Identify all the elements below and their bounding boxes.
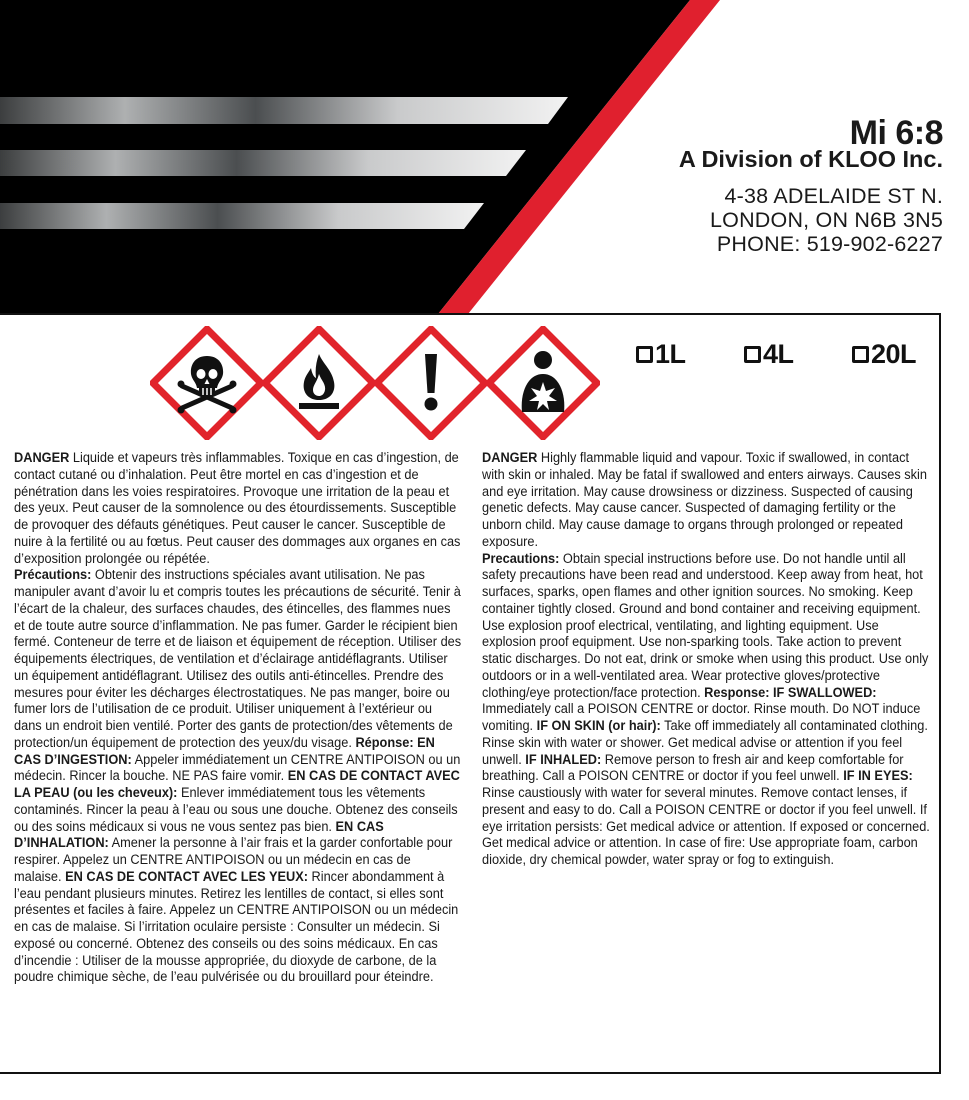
flame-icon bbox=[262, 326, 376, 440]
banner-metal-bar-1 bbox=[0, 97, 568, 124]
exclamation-icon bbox=[374, 326, 488, 440]
size-label-1l: 1L bbox=[655, 339, 686, 369]
fr-precautions-text: Obtenir des instructions spéciales avant utilisation. Ne pas manipuler avant d’avoir lu et compris toutes les précautions de sécurité. Tenir à l’écart de la chaleur, des surfaces chaudes, des étincelles, des flammes nues et de toute autre source d’inflammation. Ne pas fumer. Garder le récipient bien fermé. Conteneur de terre et de liaison et équipement de réception. Utiliser des équipements électriques, de ventilation et d’éclairage antidéflagrants. Utiliser un équipement antidéflagrant. Utilisez des outils anti-étincelles. Prendre des mesures pour éviter les décharges électrostatiques. Ne pas manger, boire ou fumer lors de l’utilisation de ce produit. Utiliser uniquement à l’extérieur ou dans un endroit bien ventilé. Porter des gants de protection/des vêtements de protection/un équipement de protection des yeux/du visage. bbox=[14, 567, 462, 751]
company-name: Mi 6:8 bbox=[849, 114, 943, 152]
english-hazard-text bbox=[482, 450, 932, 869]
checkbox-20l[interactable] bbox=[852, 346, 869, 363]
checkbox-4l[interactable] bbox=[744, 346, 761, 363]
company-division: A Division of KLOO Inc. bbox=[678, 146, 943, 172]
fr-danger-statement bbox=[14, 450, 461, 567]
banner-metal-bar-2 bbox=[0, 150, 526, 176]
size-label-20l: 20L bbox=[870, 339, 916, 369]
en-response-swallowed-heading: Response: IF SWALLOWED: bbox=[704, 684, 877, 701]
en-danger-heading: DANGER bbox=[482, 450, 538, 466]
en-precautions bbox=[482, 551, 932, 869]
phone-number: PHONE: 519-902-6227 bbox=[716, 232, 943, 256]
size-option-1l[interactable] bbox=[636, 339, 686, 370]
skull-crossbones-icon bbox=[150, 326, 264, 440]
en-inhaled-text: Remove person to fresh air and keep comfortable for breathing. Call a POISON CENTRE or doctor if you feel unwell. bbox=[482, 751, 904, 785]
fr-inhalation-text: Amener la personne à l’air frais et la garder confortable pour respirer. Appelez un CENTRE ANTIPOISON ou un médecin en cas de malaise. bbox=[14, 835, 453, 885]
fr-response-ingestion-heading: Réponse: EN CAS D’INGESTION: bbox=[14, 734, 435, 768]
fr-response-ingestion-text: Appeler immédiatement un CENTRE ANTIPOISON ou un médecin. Rincer la bouche. NE PAS faire vomir. bbox=[14, 751, 461, 785]
address-line-1: 4-38 ADELAIDE ST N. bbox=[724, 184, 943, 208]
fr-precautions-heading: Précautions: bbox=[14, 567, 92, 584]
en-precautions-heading: Precautions: bbox=[482, 550, 560, 567]
fr-eyes-text: Rincer abondamment à l’eau pendant plusieurs minutes. Retirez les lentilles de contact, si elles sont présentes et faciles à faire. Appelez un CENTRE ANTIPOISON ou un médecin en cas de malaise. Si l’irritation oculaire persiste : Consulter un médecin. Si exposé ou concerné. Obtenez des conseils ou des soins médicaux. En cas d’incendie : Utiliser de la mousse appropriée, du dioxyde de carbone, de la poudre chimique sèche, de l’eau pulvérisée ou du brouillard pour éteindre. bbox=[14, 868, 459, 986]
fr-inhalation-heading: EN CAS D’INHALATION: bbox=[14, 818, 384, 852]
health-hazard-icon bbox=[486, 326, 600, 440]
address-line-2: LONDON, ON N6B 3N5 bbox=[710, 208, 943, 232]
fr-precautions bbox=[14, 567, 461, 986]
en-eyes-heading: IF IN EYES: bbox=[843, 768, 913, 785]
container-size-options bbox=[636, 339, 916, 370]
en-response-swallowed-text: Immediately call a POISON CENTRE or doctor. Rinse mouth. Do NOT induce vomiting. bbox=[482, 701, 921, 734]
size-option-4l[interactable] bbox=[744, 339, 794, 370]
checkbox-1l[interactable] bbox=[636, 346, 653, 363]
fr-eyes-heading: EN CAS DE CONTACT AVEC LES YEUX: bbox=[65, 868, 308, 885]
french-hazard-text bbox=[14, 450, 461, 986]
fr-skin-text: Enlever immédiatement tous les vêtements contaminés. Rincer la peau à l’eau ou sous une douche. Obtenez des conseils ou des soins médicaux si vous ne vous sentez pas bien. bbox=[14, 785, 458, 835]
size-option-20l[interactable] bbox=[852, 339, 916, 370]
size-label-4l: 4L bbox=[762, 339, 794, 369]
banner-metal-bar-3 bbox=[0, 203, 484, 229]
en-skin-text: Take off immediately all contaminated clothing. Rinse skin with water or shower. Get medical advise or attention if you feel unwell. bbox=[482, 718, 928, 768]
fr-skin-heading: EN CAS DE CONTACT AVEC LA PEAU (ou les cheveux): bbox=[14, 768, 460, 801]
en-skin-heading: IF ON SKIN (or hair): bbox=[536, 718, 661, 734]
en-danger-statement bbox=[482, 450, 932, 551]
fr-danger-heading: DANGER bbox=[14, 450, 70, 466]
en-precautions-text: Obtain special instructions before use. Do not handle until all safety precautions have been read and understood. Keep away from heat, hot surfaces, sparks, open flames and other ignition sources. No smoking. Keep container tightly closed. Ground and bond container and receiving equipment. Use explosion proof electrical, ventilating, and lighting equipment. Use explosion proof equipment. Use non-sparking tools. Take action to prevent static discharges. Do not eat, drink or smoke when using this product. Use only outdoors or in a well-ventilated area. Wear protective gloves/protective clothing/eye protection/face protection. bbox=[482, 550, 929, 701]
en-eyes-text: Rinse caustiously with water for several minutes. Remove contact lenses, if present and easy to do. Call a POISON CENTRE or doctor if you feel unwell. If eye irritation persists: Get medical advice or attention. If exposed or concerned. Get medical advice or attention. In case of fire: Use appropriate foam, carbon dioxide, dry chemical powder, water spray or fog to extinguish. bbox=[482, 785, 930, 868]
en-inhaled-heading: IF INHALED: bbox=[525, 751, 602, 768]
fr-danger-text: Liquide et vapeurs très inflammables. Toxique en cas d’ingestion, de contact cutané ou d’inhalation. Peut être mortel en cas d’ingestion et de pénétration dans les voies respiratoires. Provoque une irritation de la peau et des yeux. Peut causer de la somnolence ou des étourdissements. Susceptible de provoquer des défauts génétiques. Peut causer le cancer. Susceptible de nuire à la fertilité ou au fœtus. Peut causer des dommages aux organes en cas d’exposition prolongée ou répétée. bbox=[14, 450, 461, 567]
en-danger-text: Highly flammable liquid and vapour. Toxic if swallowed, in contact with skin or inhaled. May be fatal if swallowed and enters airways. Causes skin and eye irritation. May cause drowsiness or dizziness. Suspected of causing genetic defects. May cause cancer. Suspected of damaging fertility or the unborn child. May cause damage to organs through prolonged or repeated exposure. bbox=[482, 450, 927, 550]
